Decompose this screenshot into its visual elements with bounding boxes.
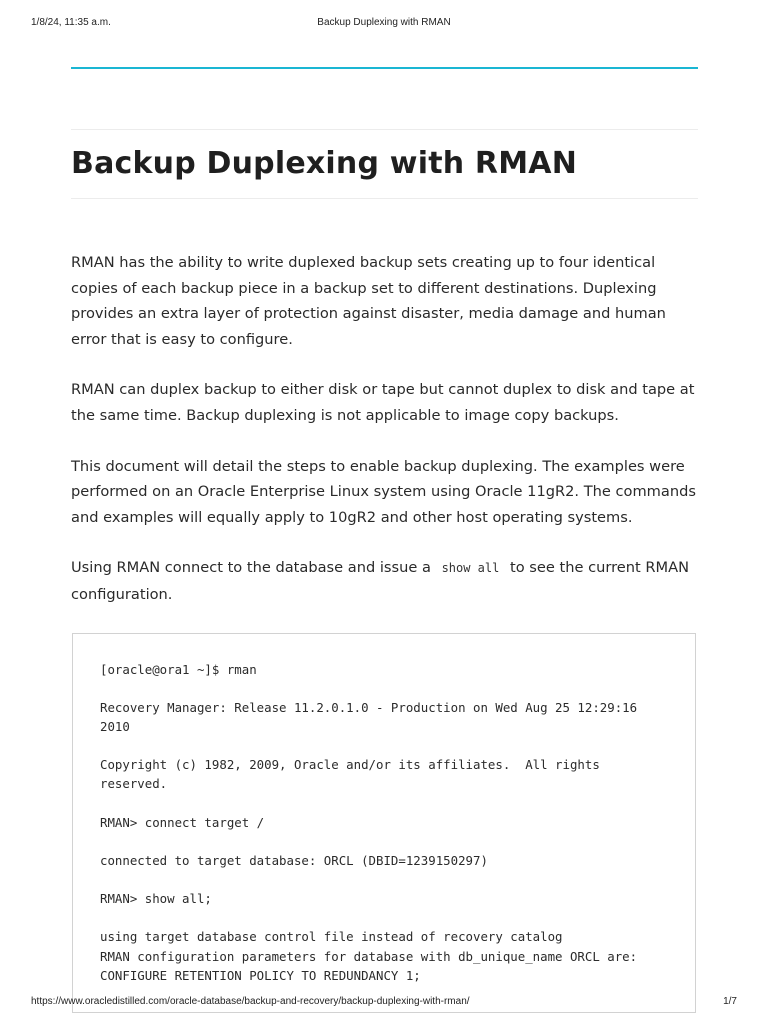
article-body <box>71 250 701 633</box>
paragraph-duplex-targets: RMAN can duplex backup to either disk or tape but cannot duplex to disk and tape at the same time. Backup duplexing is not applicable to image copy backups. <box>71 381 695 424</box>
code-line: RMAN> connect target / <box>100 815 265 830</box>
code-line: RMAN configuration parameters for database with db_unique_name ORCL are: <box>100 949 638 964</box>
code-line: CONFIGURE RETENTION POLICY TO REDUNDANCY 1; <box>100 968 421 983</box>
print-footer <box>0 996 768 1010</box>
paragraph-document-scope: This document will detail the steps to enable backup duplexing. The examples were performed on an Oracle Enterprise Linux system using Oracle 11gR2. The commands and examples will equally apply to 10gR2 and other host operating systems. <box>71 457 696 526</box>
accent-divider <box>71 67 698 69</box>
code-line: 2010 <box>100 719 130 734</box>
code-line: reserved. <box>100 776 168 791</box>
title-divider-top <box>71 129 698 130</box>
source-url-link[interactable]: https://www.oracledistilled.com/oracle-database/backup-and-recovery/backup-duplexing-with-rman/ <box>31 996 470 1007</box>
paragraph-show-all-tail: to see the current RMAN configuration. <box>71 559 689 603</box>
paragraph-show-all <box>71 555 701 607</box>
paragraph-show-all-lead: Using RMAN connect to the database and issue a <box>71 559 431 577</box>
print-header <box>0 17 768 31</box>
code-block <box>72 633 696 1013</box>
inline-code-show-all: show all <box>441 561 500 576</box>
page-number: 1/7 <box>723 996 737 1007</box>
code-line: connected to target database: ORCL (DBID=1239150297) <box>100 853 488 868</box>
code-line: using target database control file instead of recovery catalog <box>100 929 563 944</box>
print-timestamp: 1/8/24, 11:35 a.m. <box>31 17 111 28</box>
page-title: Backup Duplexing with RMAN <box>71 146 578 181</box>
code-line: RMAN> show all; <box>100 891 212 906</box>
paragraph-intro: RMAN has the ability to write duplexed backup sets creating up to four identical copies of each backup piece in a backup set to different destinations. Duplexing provides an extra layer of protection against disaster, media damage and human error that is easy to configure. <box>71 254 666 348</box>
code-line: Recovery Manager: Release 11.2.0.1.0 - Production on Wed Aug 25 12:29:16 <box>100 700 638 715</box>
print-doc-title: Backup Duplexing with RMAN <box>317 17 451 28</box>
code-line: [oracle@ora1 ~]$ rman <box>100 662 257 677</box>
code-line: Copyright (c) 1982, 2009, Oracle and/or its affiliates. All rights <box>100 757 600 772</box>
title-divider-bottom <box>71 198 698 199</box>
